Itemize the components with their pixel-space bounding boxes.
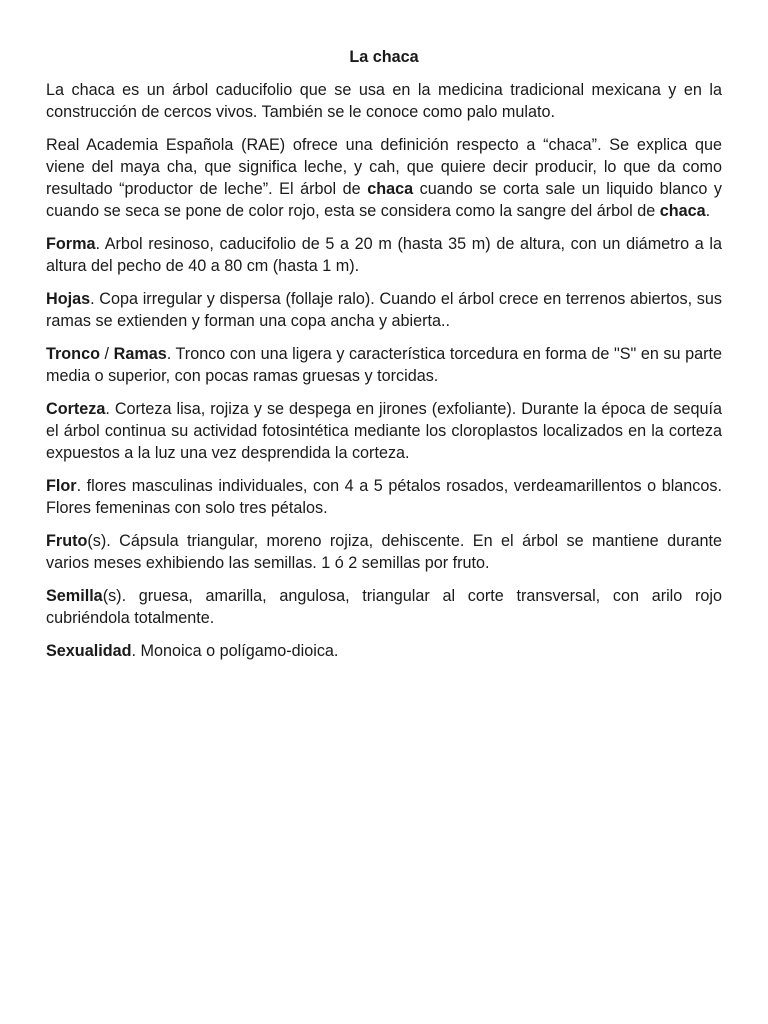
fruto-term: Fruto — [46, 532, 88, 550]
rae-term-1: chaca — [367, 180, 414, 198]
fruto-paragraph — [46, 530, 722, 574]
forma-text: . Arbol resinoso, caducifolio de 5 a 20 m (hasta 35 m) de altura, con un diámetro a la altura del pecho de 40 a 80 cm (hasta 1 m). — [46, 235, 722, 275]
tronco-text: . Tronco con una ligera y característica torcedura en forma de "S" en su parte media o superior, con pocas ramas gruesas y torcidas. — [46, 345, 722, 385]
flor-term: Flor — [46, 477, 77, 495]
rae-term-2: chaca — [659, 202, 706, 220]
corteza-term: Corteza — [46, 400, 106, 418]
flor-paragraph — [46, 475, 722, 519]
hojas-text: . Copa irregular y dispersa (follaje ralo). Cuando el árbol crece en terrenos abiertos, sus ramas se extienden y forman una copa ancha y abierta.. — [46, 290, 722, 330]
hojas-paragraph — [46, 288, 722, 332]
hojas-term: Hojas — [46, 290, 91, 308]
document-title: La chaca — [349, 48, 419, 66]
sexualidad-text: . Monoica o polígamo-dioica. — [131, 642, 339, 660]
sexualidad-paragraph — [46, 640, 722, 662]
rae-paragraph — [46, 134, 722, 222]
semilla-term: Semilla — [46, 587, 103, 605]
corteza-text: . Corteza lisa, rojiza y se despega en jirones (exfoliante). Durante la época de sequía el árbol continua su actividad fotosintética mediante los cloroplastos localizados en la corteza expuestos a la luz una vez desprendida la corteza. — [46, 400, 722, 462]
forma-paragraph — [46, 233, 722, 277]
rae-text-2: cuando se corta sale un liquido blanco y cuando se seca se pone de color rojo, esta se considera como la sangre del árbol de — [46, 180, 722, 220]
semilla-paragraph — [46, 585, 722, 629]
document-page — [46, 46, 722, 673]
intro-paragraph: La chaca es un árbol caducifolio que se usa en la medicina tradicional mexicana y en la construcción de cercos vivos. También se le conoce como palo mulato. — [46, 81, 722, 121]
tronco-paragraph — [46, 343, 722, 387]
rae-text-1: Real Academia Española (RAE) ofrece una definición respecto a “chaca”. Se explica que viene del maya cha, que significa leche, y cah, que quiere decir producir, lo que da como resultado “productor de leche”. El árbol de — [46, 136, 722, 198]
tronco-term: Tronco — [46, 345, 100, 363]
forma-term: Forma — [46, 235, 96, 253]
sexualidad-term: Sexualidad — [46, 642, 132, 660]
tronco-separator: / — [99, 345, 114, 363]
rae-text-3: . — [705, 202, 711, 220]
flor-text: . flores masculinas individuales, con 4 a 5 pétalos rosados, verdeamarillentos o blancos. Flores femeninas con solo tres pétalos. — [46, 477, 722, 517]
fruto-text: (s). Cápsula triangular, moreno rojiza, dehiscente. En el árbol se mantiene durante varios meses exhibiendo las semillas. 1 ó 2 semillas por fruto. — [46, 532, 722, 572]
ramas-term: Ramas — [113, 345, 167, 363]
corteza-paragraph — [46, 398, 722, 464]
semilla-text: (s). gruesa, amarilla, angulosa, triangular al corte transversal, con arilo rojo cubriéndola totalmente. — [46, 587, 722, 627]
